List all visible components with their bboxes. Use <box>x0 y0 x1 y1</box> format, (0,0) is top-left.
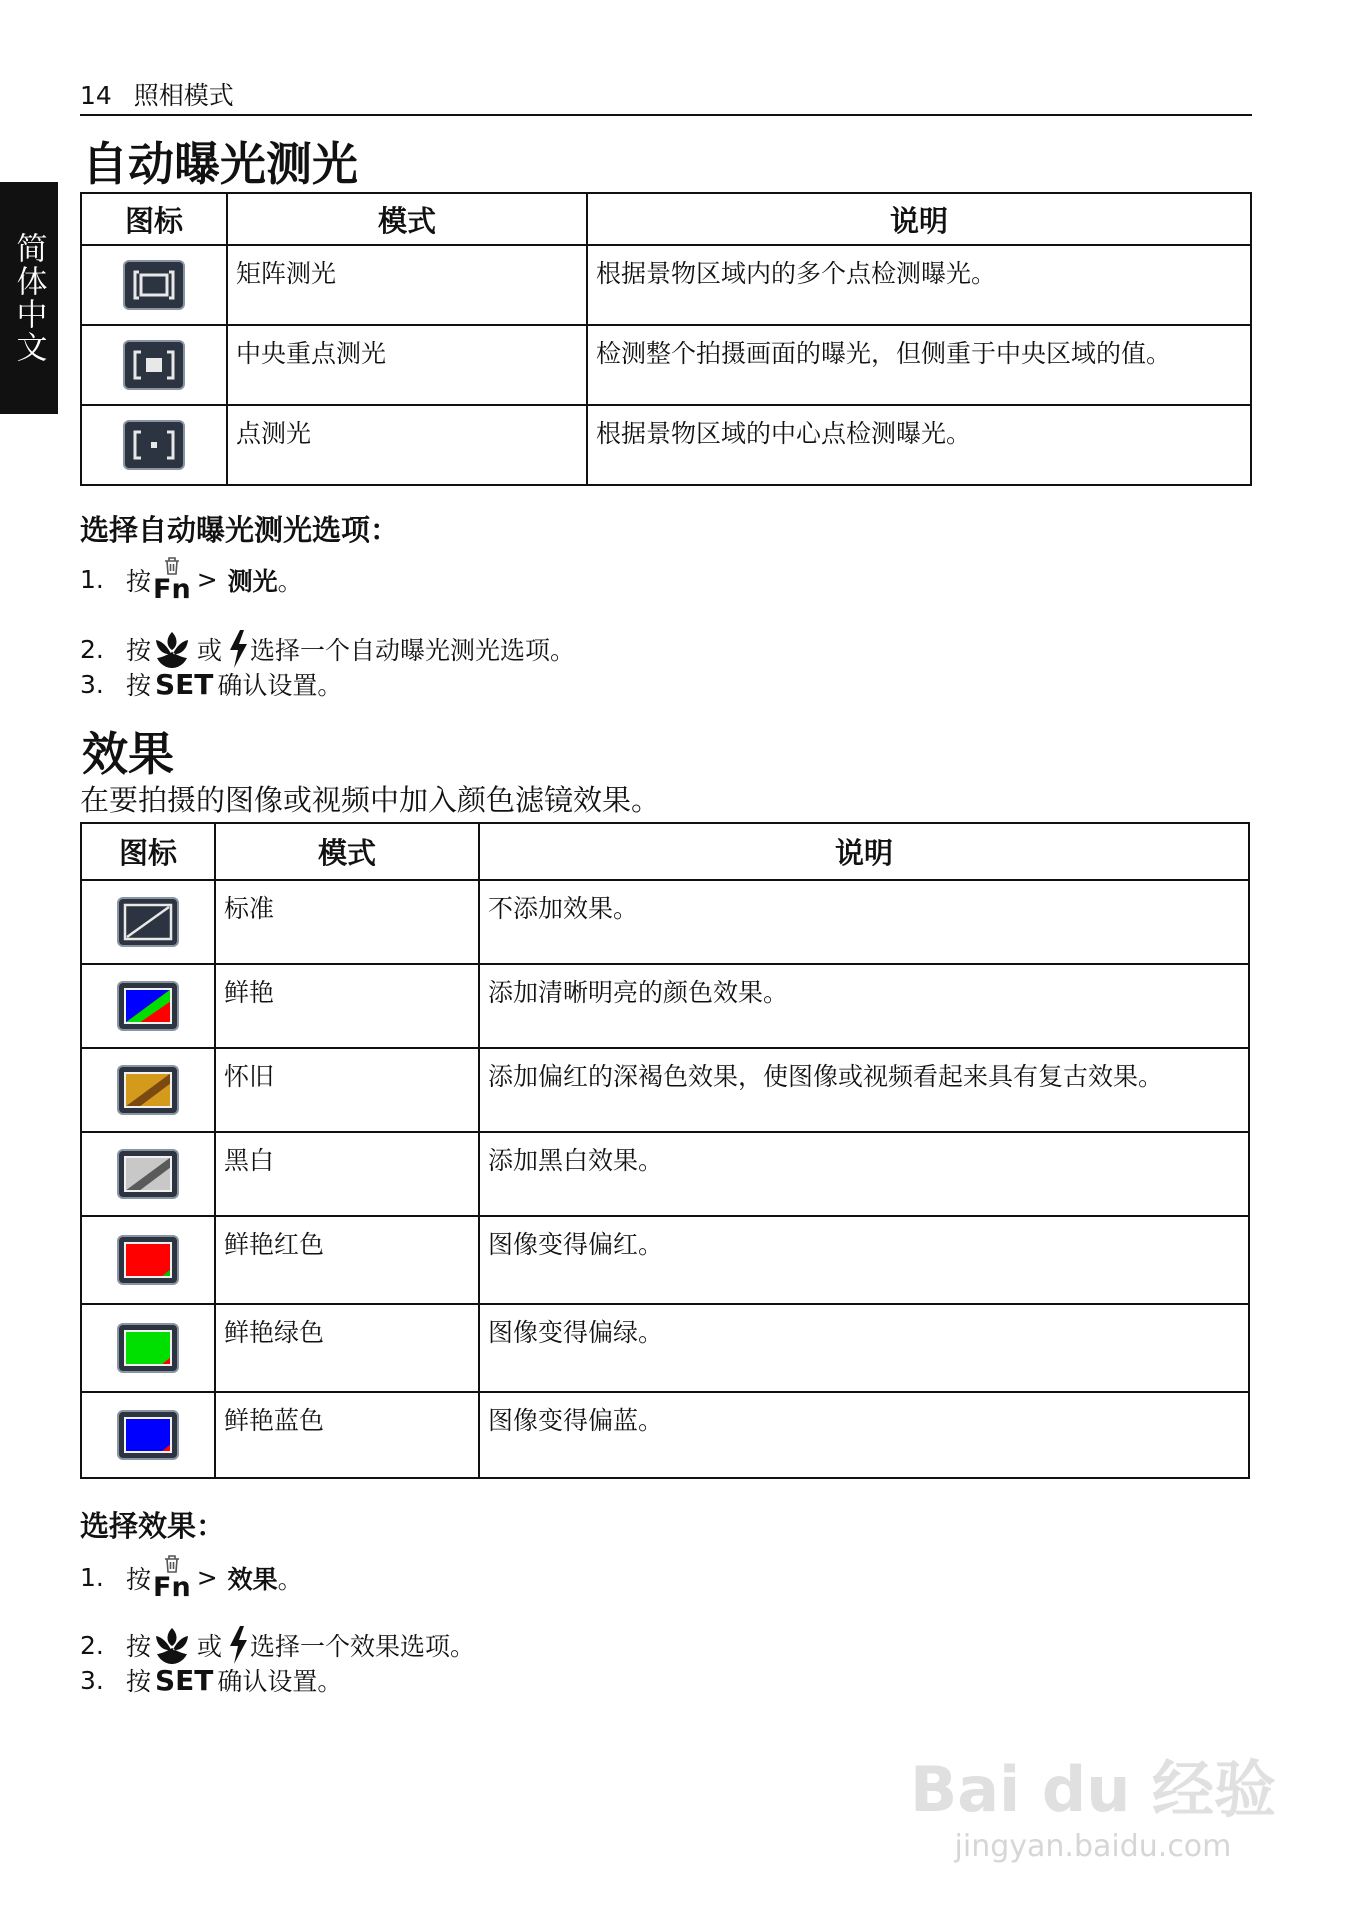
mode-cell: 中央重点测光 <box>227 325 587 405</box>
desc-cell: 添加偏红的深褐色效果，使图像或视频看起来具有复古效果。 <box>479 1048 1249 1132</box>
chapter-title: 照相模式 <box>133 81 234 110</box>
metering-table <box>80 192 1252 486</box>
effects-step-1: 1. 按 Fn > 效果 。 <box>80 1554 303 1601</box>
fn-button: Fn <box>153 1554 191 1601</box>
col-header-mode: 模式 <box>215 823 479 880</box>
table-row <box>81 1392 1249 1478</box>
vivid-green-effect-icon <box>117 1323 179 1373</box>
mode-cell: 鲜艳蓝色 <box>215 1392 479 1478</box>
metering-step-1: 1. 按 Fn > 测光 。 <box>80 556 303 603</box>
sepia-effect-icon <box>117 1065 179 1115</box>
mode-cell: 点测光 <box>227 405 587 485</box>
page-number: 14 <box>80 81 112 110</box>
macro-flower-icon <box>151 1624 193 1666</box>
desc-cell: 图像变得偏红。 <box>479 1216 1249 1304</box>
effects-section-title: 效果 <box>82 727 174 781</box>
desc-cell: 图像变得偏蓝。 <box>479 1392 1249 1478</box>
desc-cell: 图像变得偏绿。 <box>479 1304 1249 1392</box>
normal-effect-icon <box>117 897 179 947</box>
col-header-desc: 说明 <box>587 193 1251 245</box>
table-row <box>81 880 1249 964</box>
matrix-metering-icon <box>123 260 185 310</box>
metering-step-3: 3. 按 SET 确认设置。 <box>80 667 343 701</box>
vivid-effect-icon <box>117 981 179 1031</box>
desc-cell: 不添加效果。 <box>479 880 1249 964</box>
mode-cell: 黑白 <box>215 1132 479 1216</box>
effects-howto-title: 选择效果： <box>80 1509 226 1543</box>
spot-metering-icon <box>123 420 185 470</box>
watermark-brand: Bai du 经验 <box>909 1753 1276 1826</box>
col-header-icon: 图标 <box>81 823 215 880</box>
page-header <box>80 76 234 112</box>
macro-flower-icon <box>151 628 193 670</box>
table-row <box>81 1132 1249 1216</box>
table-row <box>81 964 1249 1048</box>
set-button-label: SET <box>155 1663 214 1697</box>
effects-intro: 在要拍摄的图像或视频中加入颜色滤镜效果。 <box>80 783 661 817</box>
fn-button: Fn <box>153 556 191 603</box>
desc-cell: 添加清晰明亮的颜色效果。 <box>479 964 1249 1048</box>
desc-cell: 检测整个拍摄画面的曝光，但侧重于中央区域的值。 <box>587 325 1251 405</box>
metering-step-2: 2. 按 或 选择一个自动曝光测光选项。 <box>80 628 575 670</box>
effects-step-3: 3. 按 SET 确认设置。 <box>80 1663 343 1697</box>
mode-cell: 鲜艳红色 <box>215 1216 479 1304</box>
col-header-mode: 模式 <box>227 193 587 245</box>
metering-section-title: 自动曝光测光 <box>82 137 358 191</box>
effects-table <box>80 822 1250 1479</box>
baidu-watermark <box>910 1740 1276 1864</box>
mode-cell: 鲜艳 <box>215 964 479 1048</box>
language-side-tab: 简体中文 <box>0 182 58 414</box>
header-divider <box>80 114 1252 116</box>
bw-effect-icon <box>117 1149 179 1199</box>
table-row <box>81 405 1251 485</box>
trash-icon <box>162 556 182 576</box>
center-weighted-metering-icon <box>123 340 185 390</box>
mode-cell: 怀旧 <box>215 1048 479 1132</box>
mode-cell: 鲜艳绿色 <box>215 1304 479 1392</box>
effects-step-2: 2. 按 或 选择一个效果选项。 <box>80 1624 475 1666</box>
table-row <box>81 325 1251 405</box>
vivid-blue-effect-icon <box>117 1410 179 1460</box>
vivid-red-effect-icon <box>117 1235 179 1285</box>
trash-icon <box>162 1554 182 1574</box>
effects-table-header <box>81 823 1249 880</box>
flash-bolt-icon <box>226 1624 250 1666</box>
mode-cell: 标准 <box>215 880 479 964</box>
mode-cell: 矩阵测光 <box>227 245 587 325</box>
desc-cell: 根据景物区域内的多个点检测曝光。 <box>587 245 1251 325</box>
set-button-label: SET <box>155 667 214 701</box>
watermark-url: jingyan.baidu.com <box>954 1829 1232 1864</box>
metering-howto-title: 选择自动曝光测光选项： <box>80 513 400 547</box>
table-row <box>81 245 1251 325</box>
flash-bolt-icon <box>226 628 250 670</box>
desc-cell: 添加黑白效果。 <box>479 1132 1249 1216</box>
table-row <box>81 1048 1249 1132</box>
col-header-icon: 图标 <box>81 193 227 245</box>
col-header-desc: 说明 <box>479 823 1249 880</box>
metering-table-header <box>81 193 1251 245</box>
table-row <box>81 1216 1249 1304</box>
table-row <box>81 1304 1249 1392</box>
desc-cell: 根据景物区域的中心点检测曝光。 <box>587 405 1251 485</box>
